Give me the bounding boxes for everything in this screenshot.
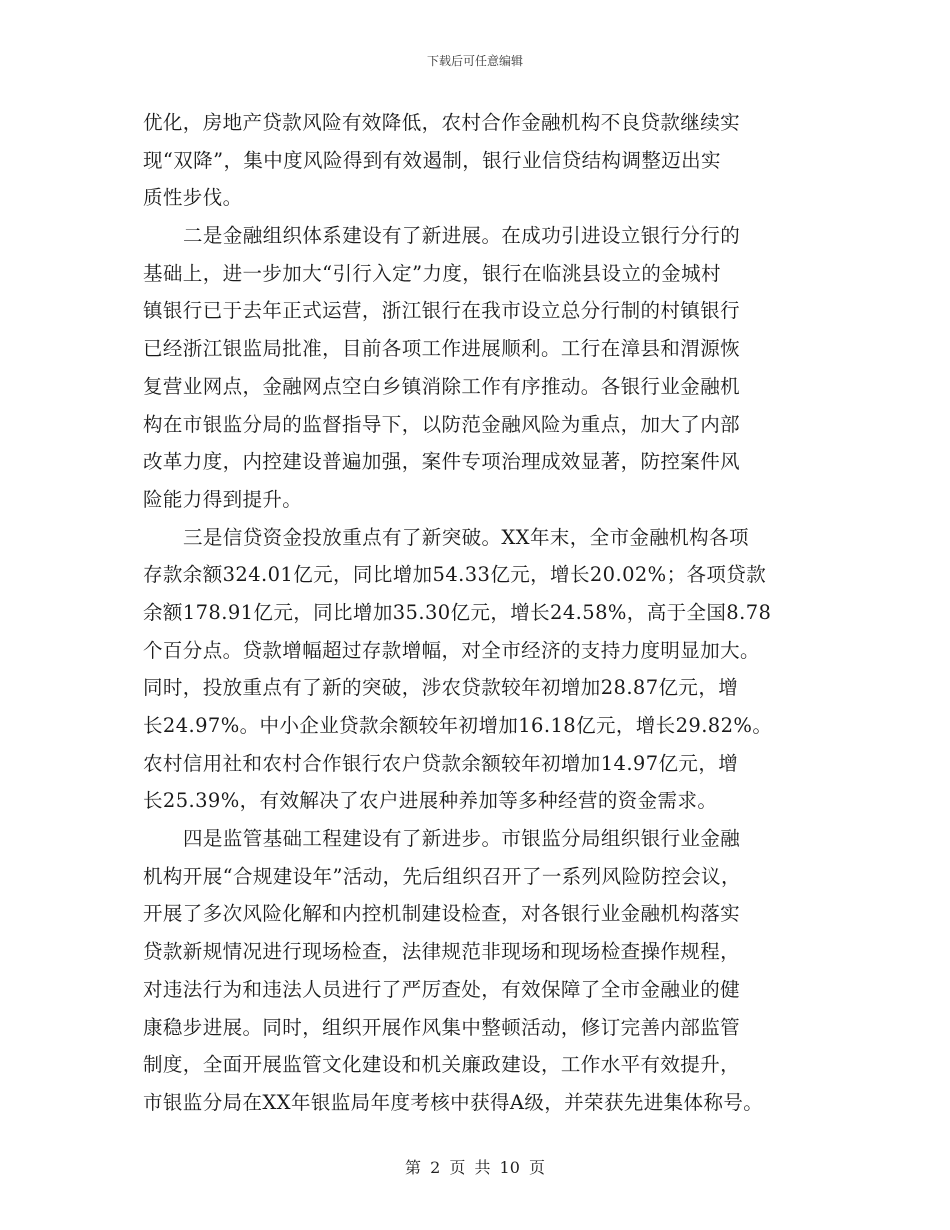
text-line: 制度，全面开展监管文化建设和机关廉政建设，工作水平有效提升，	[143, 1053, 741, 1077]
text-line: 改革力度，内控建设普遍加强，案件专项治理成效显著，防控案件风	[143, 450, 741, 474]
text-line: 机构开展“合规建设年”活动，先后组织召开了一系列风险防控会议，	[143, 864, 741, 888]
text-line: 存款余额324.01亿元，同比增加54.33亿元，增长20.02%；各项贷款	[143, 563, 767, 587]
text-line: 康稳步进展。同时，组织开展作风集中整顿活动，修订完善内部监管	[143, 1015, 741, 1039]
text-line: 构在市银监分局的监督指导下，以防范金融风险为重点，加大了内部	[143, 412, 741, 436]
page-number-footer: 第 2 页 共 10 页	[405, 1158, 545, 1177]
text-line: 长24.97%。中小企业贷款余额较年初增加16.18亿元，增长29.82%。	[143, 714, 773, 737]
text-line: 险能力得到提升。	[143, 487, 303, 511]
text-line: 复营业网点，金融网点空白乡镇消除工作有序推动。各银行业金融机	[143, 374, 741, 398]
text-line: 个百分点。贷款增幅超过存款增幅，对全市经济的支持力度明显加大。	[143, 638, 760, 662]
text-line: 余额178.91亿元，同比增加35.30亿元，增长24.58%，高于全国8.78	[143, 600, 772, 624]
text-line: 优化，房地产贷款风险有效降低，农村合作金融机构不良贷款继续实	[143, 111, 741, 134]
text-line: 市银监分局在XX年银监局年度考核中获得A级，并荣获先进集体称号。	[143, 1090, 764, 1114]
text-line: 质性步伐。	[143, 186, 243, 210]
paragraph-start-line: 二是金融组织体系建设有了新进展。在成功引进设立银行分行的	[183, 224, 741, 248]
paragraph-start-line: 四是监管基础工程建设有了新进步。市银监分局组织银行业金融	[183, 827, 741, 851]
document-body	[143, 104, 815, 1122]
text-line: 贷款新规情况进行现场检查，法律规范非现场和现场检查操作规程，	[143, 940, 741, 964]
paragraph-start-line: 三是信贷资金投放重点有了新突破。XX年末，全市金融机构各项	[183, 525, 749, 549]
text-line: 镇银行已于去年正式运营，浙江银行在我市设立总分行制的村镇银行	[143, 299, 741, 323]
header-note: 下载后可任意编辑	[426, 54, 523, 68]
text-line: 开展了多次风险化解和内控机制建设检查，对各银行业金融机构落实	[143, 902, 741, 926]
text-line: 对违法行为和违法人员进行了严厉查处，有效保障了全市金融业的健	[143, 977, 741, 1001]
text-line: 已经浙江银监局批准，目前各项工作进展顺利。工行在漳县和渭源恢	[143, 337, 741, 361]
text-line: 长25.39%，有效解决了农户进展种养加等多种经营的资金需求。	[143, 789, 718, 813]
text-line: 同时，投放重点有了新的突破，涉农贷款较年初增加28.87亿元，增	[143, 676, 739, 700]
text-line: 基础上，进一步加大“引行入定”力度，银行在临洮县设立的金城村	[143, 261, 721, 285]
text-line: 现“双降”，集中度风险得到有效遏制，银行业信贷结构调整迈出实	[143, 148, 721, 172]
text-line: 农村信用社和农村合作银行农户贷款余额较年初增加14.97亿元，增	[143, 751, 739, 775]
